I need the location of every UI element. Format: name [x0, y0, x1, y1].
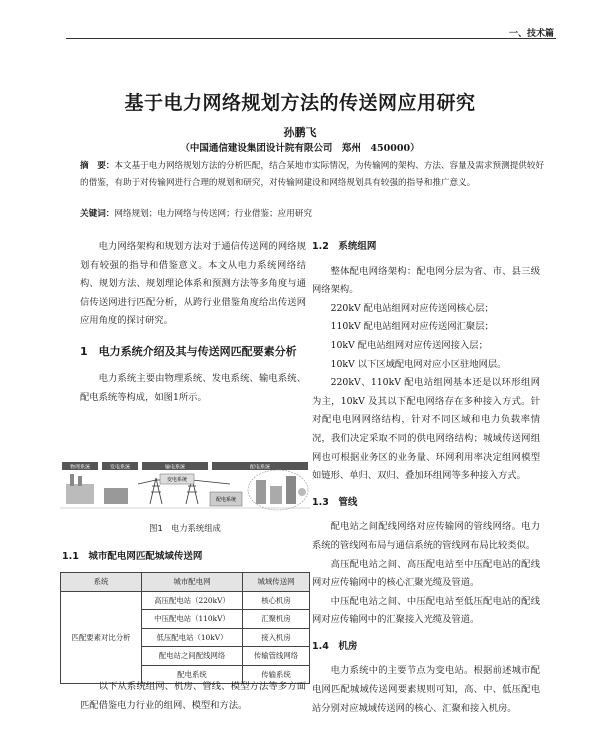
- table-header: 城市配电网: [142, 573, 243, 592]
- figure-label: 物理系统: [69, 464, 91, 471]
- list-item: 110kV 配电站组网对应传送网汇聚层；: [330, 321, 494, 333]
- table-header: 系统: [61, 573, 142, 592]
- section-1-text: 电力系统主要由物理系统、发电系统、输电系统、配电系统等构成，如图1所示。: [80, 372, 306, 403]
- figure-caption: 图1 电力系统组成: [149, 523, 221, 533]
- power-system-figure: [60, 458, 310, 516]
- right-column: [312, 238, 540, 718]
- table-cell: 接入机房: [243, 628, 310, 647]
- section-1-3-heading: 1.3 管线: [312, 496, 358, 508]
- figure-label: 配电系统: [215, 497, 237, 503]
- table-row: [61, 591, 310, 610]
- table-group-label: 匹配要素对比分析: [61, 591, 142, 684]
- abstract: [80, 158, 546, 192]
- keywords-label: 关键词：: [80, 209, 115, 219]
- abstract-text: 本文基于电力网络规划方法的分析匹配，结合某地市实际情况，为传输网的架构、方法、容量及需求预测提供较好的借鉴，有助于对传输网进行合理的规划和研究，对传输网建设和网络规划具有较强的指导和推广意义。: [80, 161, 545, 188]
- section-1-4-heading: 1.4 机房: [312, 640, 358, 652]
- left-column: [80, 238, 306, 407]
- figure-label: 发电系统: [109, 464, 131, 471]
- figure-label: 变电系统: [166, 477, 188, 483]
- abstract-label: 摘 要：: [80, 161, 115, 171]
- section-1-3-text: 配电站之间配线网络对应传输网的管线网络。电力系统的管线网布局与通信系统的管线网布局比较类似。: [312, 521, 540, 551]
- left-closing: [80, 678, 306, 715]
- running-header: 一、技术篇: [508, 29, 554, 39]
- closing-paragraph: 以下从系统组网、机房、管线、模型方法等多方面匹配借鉴电力行业的组网、模型和方法。: [80, 681, 306, 711]
- keywords: [80, 207, 546, 219]
- table-cell: 低压配电站（10kV）: [142, 628, 243, 647]
- header-rule: [66, 38, 556, 39]
- list-item: 220kV 配电站组网对应传送网核心层；: [330, 302, 494, 314]
- list-item: 10kV 以下区域配电网对应小区驻地网层。: [330, 358, 507, 370]
- keywords-text: 网络规划；电力网络与传送网；行业借鉴；应用研究: [114, 209, 313, 219]
- section-1-3-text: 中压配电站之间、中压配电站至低压配电站的配线网对应传输网中的汇聚接入光缆及管道。: [312, 595, 540, 626]
- table-cell: 传输管线网络: [243, 647, 310, 666]
- section-1-4-text: 电力系统中的主要节点为变电站。根据前述城市配电网匹配城域传送网要素规则可知，高、中、低压配电站分别对应城域传送网的核心、汇聚和接入机房。: [312, 665, 540, 714]
- author: 孙鹏飞: [283, 126, 317, 139]
- section-1-heading: 1 电力系统介绍及其与传送网匹配要素分析: [80, 344, 297, 358]
- section-1-2-heading: 1.2 系统组网: [312, 241, 377, 252]
- section-1-3-text: 高压配电站之间、高压配电站至中压配电站的配线网对应传输网中的核心汇聚光缆及管道。: [312, 558, 540, 589]
- table-cell: 中压配电站（110kV）: [142, 610, 243, 629]
- table-cell: 核心机房: [243, 591, 310, 610]
- figure-label: 配电系统: [249, 464, 271, 471]
- table-cell: 配电系统: [142, 665, 243, 684]
- section-1-1-heading: 1.1 城市配电网匹配城域传送网: [62, 551, 203, 562]
- table-header-row: [61, 573, 310, 592]
- section-1-2-text: 整体配电网络架构：配电网分层为省、市、县三级网络架构。: [312, 265, 540, 296]
- comparison-table: [60, 572, 310, 684]
- section-1-2-text: 220kV、110kV 配电站组网基本还是以环形组网为主，10kV 及其以下配电网络存在多种接入方式。针对配电电网网络结构，针对不同区域和电力负载率情况，我们决定采取不同的供电网络结构；城域传送网组网也可根据业务区的业务量、环网利用率决定组网模型如链形、单归、双归、叠加环组网等多种接入方式。: [312, 377, 540, 482]
- figure-label: 输电系统: [164, 464, 186, 471]
- table-cell: 传输系统: [243, 665, 310, 684]
- intro-paragraph: 电力网络架构和规划方法对于通信传送网的网络规划有较强的指导和借鉴意义。本文从电力系统网络结构、规划方法、规划理论体系和预测方法等多角度与通信传送网进行匹配分析，从跨行业借鉴角度给出传送网应用角度的探讨研究。: [80, 241, 306, 327]
- table-cell: 配电站之间配线网络: [142, 647, 243, 666]
- affiliation: （中国通信建设集团设计院有限公司 郑州 450000）: [180, 143, 420, 154]
- list-item: 10kV 配电站组网对应传送网接入层；: [330, 339, 488, 351]
- table-cell: 高压配电站（220kV）: [142, 591, 243, 610]
- table-header: 城域传送网: [243, 573, 310, 592]
- table-cell: 汇聚机房: [243, 610, 310, 629]
- paper-title: 基于电力网络规划方法的传送网应用研究: [124, 92, 476, 114]
